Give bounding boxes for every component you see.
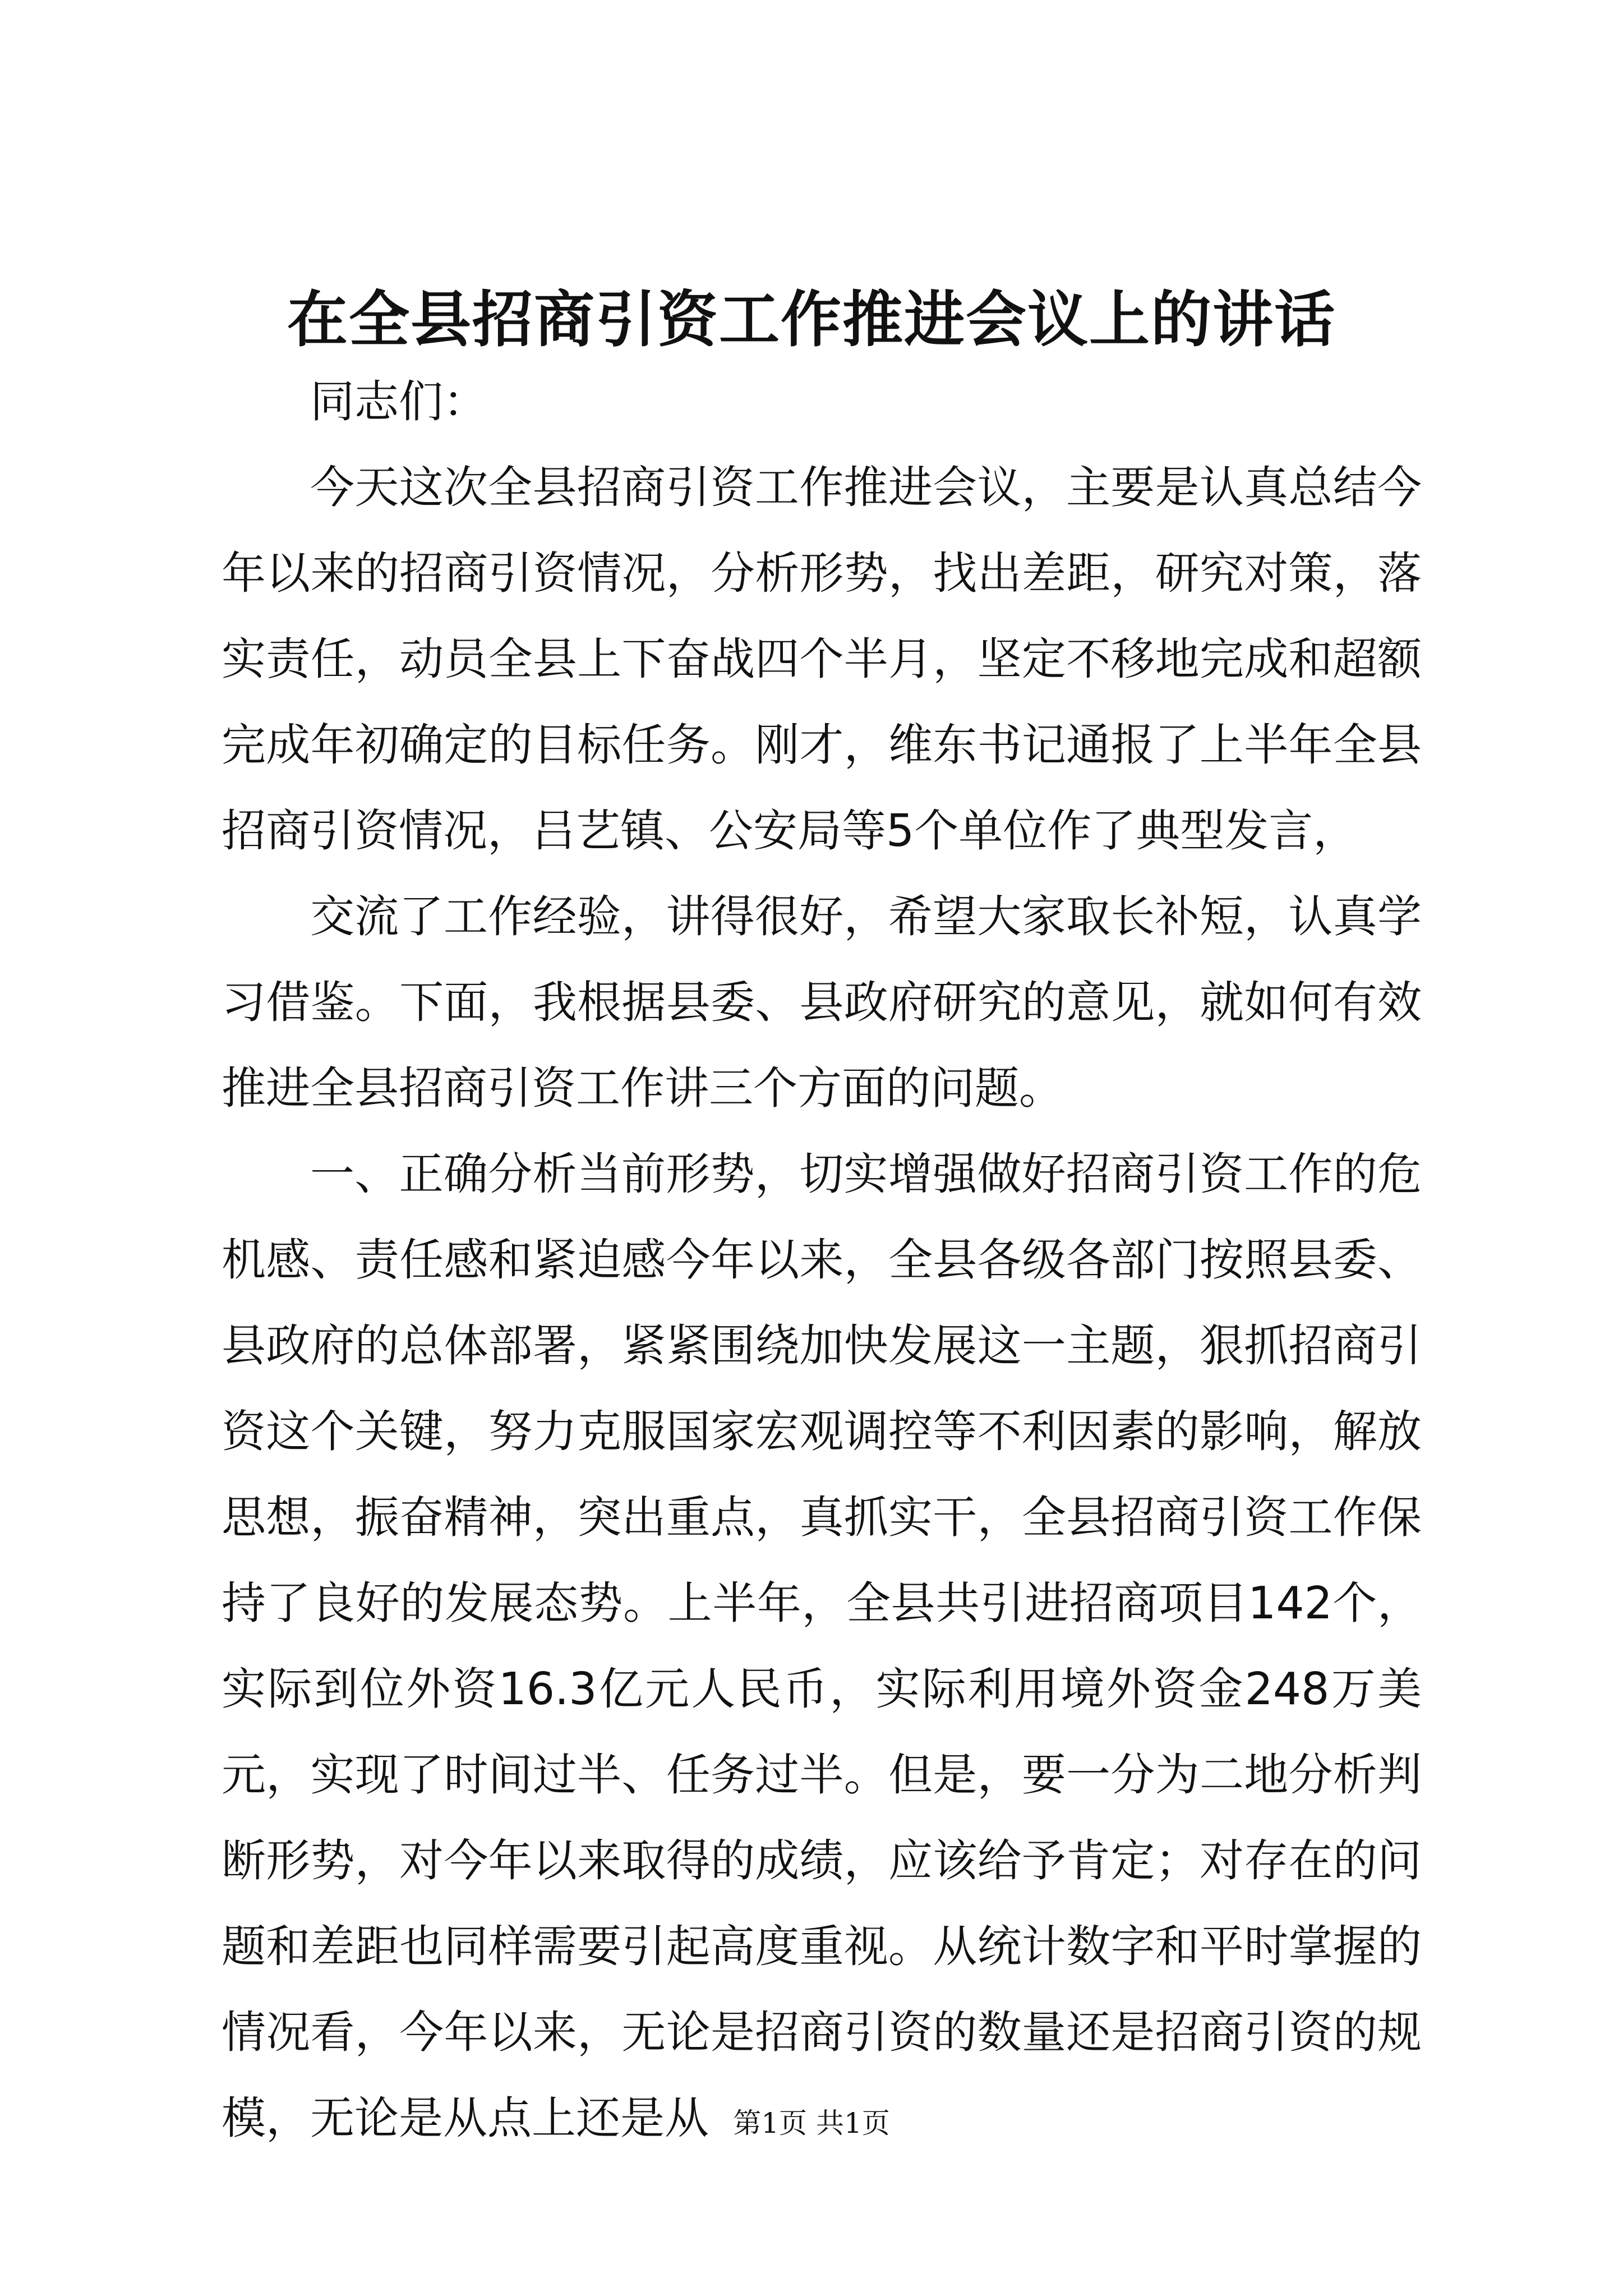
- document-body: [222, 359, 1422, 2161]
- document-title: 在全县招商引资工作推进会议上的讲话: [287, 284, 1336, 355]
- paragraph-exchange: 交流了工作经验，讲得很好，希望大家取长补短，认真学习借鉴。下面，我根据县委、县政府研究的意见，就如何有效推进全县招商引资工作讲三个方面的问题。: [222, 891, 1422, 1114]
- page-number-footer: 第1页 共1页: [733, 2107, 890, 2139]
- paragraph-opening: 今天这次全县招商引资工作推进会议，主要是认真总结今年以来的招商引资情况，分析形势，找出差距，研究对策，落实责任，动员全县上下奋战四个半月，坚定不移地完成和超额完成年初确定的目标任务。刚才，维东书记通报了上半年全县招商引资情况，吕艺镇、公安局等5个单位作了典型发言，: [222, 462, 1422, 857]
- paragraph-section-one: 一、正确分析当前形势，切实增强做好招商引资工作的危机感、责任感和紧迫感今年以来，全县各级各部门按照县委、县政府的总体部署，紧紧围绕加快发展这一主题，狠抓招商引资这个关键，努力克服国家宏观调控等不利因素的影响，解放思想，振奋精神，突出重点，真抓实干，全县招商引资工作保持了良好的发展态势。上半年，全县共引进招商项目142个，实际到位外资16.3亿元人民币，实际利用境外资金248万美元，实现了时间过半、任务过半。但是，要一分为二地分析判断形势，对今年以来取得的成绩，应该给予肯定；对存在的问题和差距也同样需要引起高度重视。从统计数字和平时掌握的情况看，今年以来，无论是招商引资的数量还是招商引资的规模，无论是从点上还是从: [222, 1148, 1422, 2144]
- paragraph-salutation: 同志们：: [310, 376, 487, 427]
